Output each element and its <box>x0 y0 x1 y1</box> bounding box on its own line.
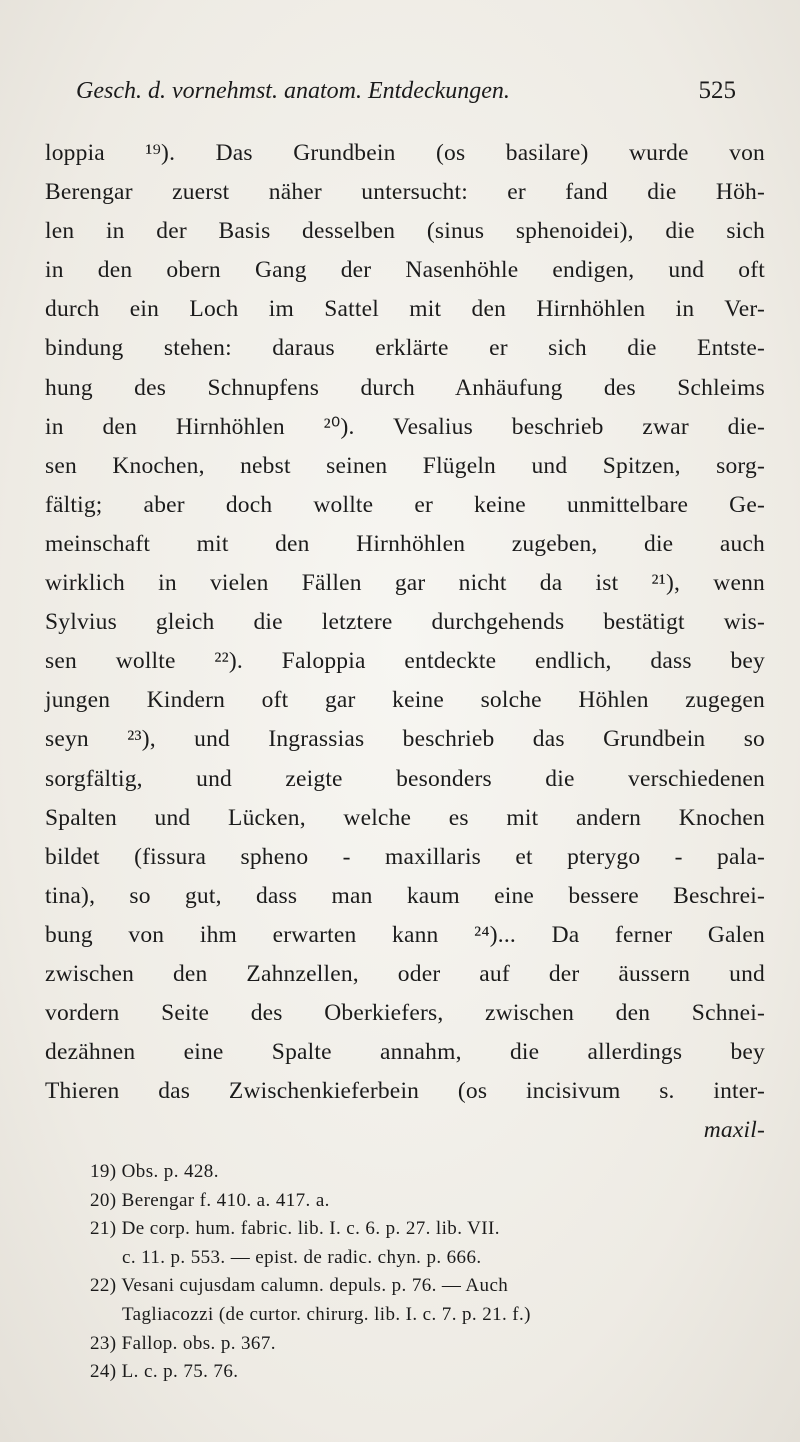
text-line: bildet (fissura spheno - maxillaris et pterygo - pala- <box>45 843 765 870</box>
footnote: 22) Vesani cujusdam calumn. depuls. p. 76. — Auch <box>90 1275 509 1297</box>
text-line: bung von ihm erwarten kann ²⁴)... Da ferner Galen <box>45 921 765 948</box>
text-line: hung des Schnupfens durch Anhäufung des Schleims <box>45 374 765 401</box>
body-text <box>45 134 765 1150</box>
footnote-continuation: Tagliacozzi (de curtor. chirurg. lib. I. c. 7. p. 21. f.) <box>122 1303 531 1325</box>
text-line: Sylvius gleich die letztere durchgehends bestätigt wis- <box>45 609 765 636</box>
running-title: Gesch. d. vornehmst. anatom. Entdeckungen. <box>76 78 510 104</box>
footnote: 21) De corp. hum. fabric. lib. I. c. 6. p. 27. lib. VII. <box>90 1218 500 1240</box>
footnotes <box>90 1158 762 1387</box>
text-line: Berengar zuerst näher untersucht: er fand die Höh- <box>45 179 765 206</box>
footnote-continuation: c. 11. p. 553. — epist. de radic. chyn. p. 666. <box>122 1246 482 1268</box>
text-line: sorgfältig, und zeigte besonders die verschiedenen <box>45 765 765 792</box>
text-line: sen wollte ²²). Faloppia entdeckte endlich, dass bey <box>45 648 765 675</box>
text-line: Spalten und Lücken, welche es mit andern Knochen <box>45 804 765 831</box>
text-line: bindung stehen: daraus erklärte er sich die Entste- <box>45 335 765 362</box>
page-number: 525 <box>698 77 736 104</box>
text-line: zwischen den Zahnzellen, oder auf der äussern und <box>45 960 765 987</box>
text-line: loppia ¹⁹). Das Grundbein (os basilare) wurde von <box>45 140 765 166</box>
text-line: vordern Seite des Oberkiefers, zwischen den Schnei- <box>45 1000 765 1027</box>
text-line: in den Hirnhöhlen ²⁰). Vesalius beschrieb zwar die- <box>45 413 765 440</box>
text-line: tina), so gut, dass man kaum eine bessere Beschrei- <box>45 882 765 909</box>
text-line: wirklich in vielen Fällen gar nicht da ist ²¹), wenn <box>45 570 765 597</box>
footnote: 20) Berengar f. 410. a. 417. a. <box>90 1189 330 1211</box>
text-line: seyn ²³), und Ingrassias beschrieb das Grundbein so <box>45 726 765 753</box>
catchword: maxil- <box>703 1117 765 1144</box>
running-header <box>76 74 736 108</box>
text-line: Thieren das Zwischenkieferbein (os incisivum s. inter- <box>45 1078 765 1105</box>
text-line: durch ein Loch im Sattel mit den Hirnhöhlen in Ver- <box>45 296 765 323</box>
footnote: 19) Obs. p. 428. <box>90 1161 219 1182</box>
text-line: len in der Basis desselben (sinus sphenoidei), die sich <box>45 218 765 245</box>
footnote: 24) L. c. p. 75. 76. <box>90 1361 239 1383</box>
text-line: sen Knochen, nebst seinen Flügeln und Spitzen, sorg- <box>45 452 765 479</box>
footnote: 23) Fallop. obs. p. 367. <box>90 1332 276 1354</box>
text-line: in den obern Gang der Nasenhöhle endigen, und oft <box>45 257 765 284</box>
text-line: meinschaft mit den Hirnhöhlen zugeben, die auch <box>45 530 765 557</box>
text-line: fältig; aber doch wollte er keine unmittelbare Ge- <box>45 491 765 518</box>
text-line: jungen Kindern oft gar keine solche Höhlen zugegen <box>45 687 765 714</box>
text-line: dezähnen eine Spalte annahm, die allerdings bey <box>45 1039 765 1066</box>
